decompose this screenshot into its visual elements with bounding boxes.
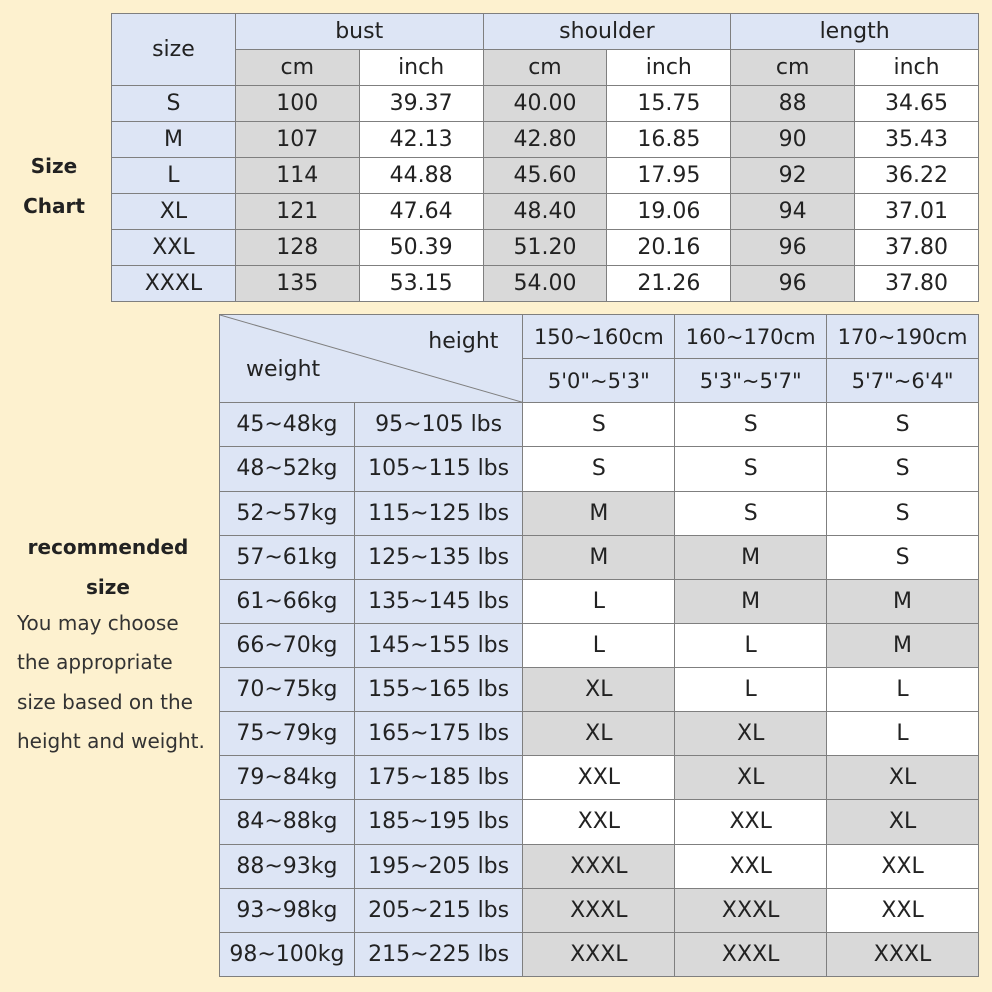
weight-kg-cell: 79~84kg bbox=[220, 756, 355, 800]
weight-lbs-cell: 95~105 lbs bbox=[354, 403, 523, 447]
recommended-size-cell: XXL bbox=[523, 756, 675, 800]
weight-lbs-cell: 155~165 lbs bbox=[354, 668, 523, 712]
recommended-size-cell: XXXL bbox=[523, 932, 675, 976]
height-ft-header: 5'0"~5'3" bbox=[523, 359, 675, 403]
bust-header: bust bbox=[235, 14, 483, 50]
weight-lbs-cell: 125~135 lbs bbox=[354, 535, 523, 579]
height-ft-header: 5'3"~5'7" bbox=[675, 359, 827, 403]
measurement-cell: 54.00 bbox=[483, 266, 607, 302]
measurement-cell: 88 bbox=[731, 86, 855, 122]
measurement-cell: 100 bbox=[235, 86, 359, 122]
size-row bbox=[112, 86, 979, 122]
recommended-size-cell: XXL bbox=[675, 800, 827, 844]
measurement-cell: 35.43 bbox=[855, 122, 979, 158]
recommendation-row bbox=[220, 535, 979, 579]
size-row bbox=[112, 266, 979, 302]
recommended-size-cell: S bbox=[675, 403, 827, 447]
size-chart-table bbox=[111, 13, 979, 302]
recommended-size-cell: M bbox=[523, 535, 675, 579]
measurement-cell: 121 bbox=[235, 194, 359, 230]
height-axis-label: height bbox=[428, 329, 499, 354]
measurement-cell: 37.01 bbox=[855, 194, 979, 230]
recommended-size-cell: XL bbox=[827, 756, 979, 800]
recommendation-row bbox=[220, 800, 979, 844]
measurement-cell: 47.64 bbox=[359, 194, 483, 230]
unit-header: cm bbox=[731, 50, 855, 86]
recommended-size-cell: S bbox=[523, 447, 675, 491]
measurement-cell: 128 bbox=[235, 230, 359, 266]
recommended-size-cell: XL bbox=[675, 712, 827, 756]
size-chart-title-line2: Chart bbox=[23, 194, 85, 218]
recommendation-row bbox=[220, 756, 979, 800]
size-row bbox=[112, 158, 979, 194]
size-row bbox=[112, 194, 979, 230]
recommended-size-cell: XXL bbox=[827, 844, 979, 888]
measurement-cell: 34.65 bbox=[855, 86, 979, 122]
recommended-size-cell: S bbox=[675, 491, 827, 535]
recommended-size-cell: M bbox=[827, 579, 979, 623]
measurement-cell: 94 bbox=[731, 194, 855, 230]
recommendation-row bbox=[220, 403, 979, 447]
height-weight-corner-header bbox=[220, 315, 523, 403]
recommendation-row bbox=[220, 712, 979, 756]
measurement-cell: 36.22 bbox=[855, 158, 979, 194]
weight-kg-cell: 66~70kg bbox=[220, 623, 355, 667]
measurement-cell: 42.13 bbox=[359, 122, 483, 158]
recommended-size-table bbox=[219, 314, 979, 977]
weight-kg-cell: 84~88kg bbox=[220, 800, 355, 844]
weight-lbs-cell: 205~215 lbs bbox=[354, 888, 523, 932]
recommended-size-cell: M bbox=[675, 579, 827, 623]
recommended-size-cell: XXXL bbox=[523, 888, 675, 932]
unit-header: cm bbox=[235, 50, 359, 86]
recommendation-row bbox=[220, 623, 979, 667]
recommended-size-cell: XXL bbox=[827, 888, 979, 932]
measurement-cell: 53.15 bbox=[359, 266, 483, 302]
measurement-cell: 50.39 bbox=[359, 230, 483, 266]
measurement-cell: 37.80 bbox=[855, 230, 979, 266]
length-header: length bbox=[731, 14, 979, 50]
measurement-cell: 92 bbox=[731, 158, 855, 194]
measurement-cell: 17.95 bbox=[607, 158, 731, 194]
recommendation-row bbox=[220, 579, 979, 623]
recommendation-row bbox=[220, 844, 979, 888]
recommended-size-cell: L bbox=[675, 623, 827, 667]
weight-lbs-cell: 185~195 lbs bbox=[354, 800, 523, 844]
measurement-cell: 51.20 bbox=[483, 230, 607, 266]
recommended-size-cell: L bbox=[827, 668, 979, 712]
measurement-cell: 15.75 bbox=[607, 86, 731, 122]
size-chart-title-line1: Size bbox=[30, 154, 78, 178]
weight-axis-label: weight bbox=[246, 357, 321, 382]
recommended-size-cell: XXXL bbox=[675, 932, 827, 976]
measurement-cell: 107 bbox=[235, 122, 359, 158]
weight-lbs-cell: 215~225 lbs bbox=[354, 932, 523, 976]
recommended-size-cell: S bbox=[827, 447, 979, 491]
weight-kg-cell: 93~98kg bbox=[220, 888, 355, 932]
measurement-cell: 96 bbox=[731, 266, 855, 302]
size-chart-title bbox=[14, 146, 94, 226]
height-cm-header: 160~170cm bbox=[675, 315, 827, 359]
recommended-size-cell: XXL bbox=[523, 800, 675, 844]
measurement-cell: 42.80 bbox=[483, 122, 607, 158]
weight-lbs-cell: 145~155 lbs bbox=[354, 623, 523, 667]
recommended-size-title bbox=[18, 527, 198, 607]
recommended-size-cell: XXXL bbox=[675, 888, 827, 932]
measurement-cell: 40.00 bbox=[483, 86, 607, 122]
recommended-size-cell: L bbox=[523, 579, 675, 623]
recommendation-row bbox=[220, 888, 979, 932]
recommended-size-cell: XL bbox=[827, 800, 979, 844]
height-cm-header: 170~190cm bbox=[827, 315, 979, 359]
recommended-size-cell: XXL bbox=[675, 844, 827, 888]
recommended-title-line1: recommended bbox=[27, 535, 189, 559]
recommendation-row bbox=[220, 491, 979, 535]
recommendation-row bbox=[220, 668, 979, 712]
weight-lbs-cell: 165~175 lbs bbox=[354, 712, 523, 756]
weight-kg-cell: 61~66kg bbox=[220, 579, 355, 623]
measurement-cell: 37.80 bbox=[855, 266, 979, 302]
recommended-size-cell: S bbox=[827, 403, 979, 447]
size-label-cell: M bbox=[112, 122, 236, 158]
height-ft-header: 5'7"~6'4" bbox=[827, 359, 979, 403]
measurement-cell: 48.40 bbox=[483, 194, 607, 230]
measurement-cell: 135 bbox=[235, 266, 359, 302]
recommended-size-cell: S bbox=[675, 447, 827, 491]
measurement-cell: 21.26 bbox=[607, 266, 731, 302]
weight-lbs-cell: 195~205 lbs bbox=[354, 844, 523, 888]
size-column-header: size bbox=[112, 14, 236, 86]
weight-lbs-cell: 105~115 lbs bbox=[354, 447, 523, 491]
recommended-size-cell: M bbox=[523, 491, 675, 535]
unit-header: inch bbox=[855, 50, 979, 86]
weight-lbs-cell: 115~125 lbs bbox=[354, 491, 523, 535]
recommended-size-cell: L bbox=[827, 712, 979, 756]
weight-lbs-cell: 175~185 lbs bbox=[354, 756, 523, 800]
measurement-cell: 45.60 bbox=[483, 158, 607, 194]
recommendation-row bbox=[220, 447, 979, 491]
measurement-cell: 90 bbox=[731, 122, 855, 158]
height-cm-header: 150~160cm bbox=[523, 315, 675, 359]
recommended-size-cell: S bbox=[827, 535, 979, 579]
size-row bbox=[112, 122, 979, 158]
weight-kg-cell: 48~52kg bbox=[220, 447, 355, 491]
recommended-size-cell: XL bbox=[523, 668, 675, 712]
measurement-cell: 114 bbox=[235, 158, 359, 194]
measurement-cell: 16.85 bbox=[607, 122, 731, 158]
weight-kg-cell: 57~61kg bbox=[220, 535, 355, 579]
recommended-size-cell: XL bbox=[675, 756, 827, 800]
size-label-cell: XL bbox=[112, 194, 236, 230]
recommended-size-cell: M bbox=[675, 535, 827, 579]
weight-kg-cell: 88~93kg bbox=[220, 844, 355, 888]
weight-kg-cell: 75~79kg bbox=[220, 712, 355, 756]
recommended-title-line2: size bbox=[86, 575, 130, 599]
size-label-cell: S bbox=[112, 86, 236, 122]
measurement-cell: 44.88 bbox=[359, 158, 483, 194]
size-label-cell: XXXL bbox=[112, 266, 236, 302]
recommendation-row bbox=[220, 932, 979, 976]
measurement-cell: 39.37 bbox=[359, 86, 483, 122]
weight-lbs-cell: 135~145 lbs bbox=[354, 579, 523, 623]
recommended-size-cell: M bbox=[827, 623, 979, 667]
recommended-size-cell: S bbox=[523, 403, 675, 447]
recommended-size-cell: XXXL bbox=[827, 932, 979, 976]
measurement-cell: 19.06 bbox=[607, 194, 731, 230]
unit-header: inch bbox=[607, 50, 731, 86]
size-row bbox=[112, 230, 979, 266]
size-label-cell: XXL bbox=[112, 230, 236, 266]
measurement-cell: 96 bbox=[731, 230, 855, 266]
recommended-size-cell: XXXL bbox=[523, 844, 675, 888]
size-label-cell: L bbox=[112, 158, 236, 194]
unit-header: cm bbox=[483, 50, 607, 86]
recommended-size-cell: XL bbox=[523, 712, 675, 756]
recommended-size-cell: L bbox=[675, 668, 827, 712]
shoulder-header: shoulder bbox=[483, 14, 731, 50]
weight-kg-cell: 45~48kg bbox=[220, 403, 355, 447]
recommended-size-cell: L bbox=[523, 623, 675, 667]
weight-kg-cell: 98~100kg bbox=[220, 932, 355, 976]
unit-header: inch bbox=[359, 50, 483, 86]
recommendation-note: You may choose the appropriate size based on the height and weight. bbox=[17, 611, 205, 753]
weight-kg-cell: 52~57kg bbox=[220, 491, 355, 535]
recommended-size-cell: S bbox=[827, 491, 979, 535]
weight-kg-cell: 70~75kg bbox=[220, 668, 355, 712]
measurement-cell: 20.16 bbox=[607, 230, 731, 266]
